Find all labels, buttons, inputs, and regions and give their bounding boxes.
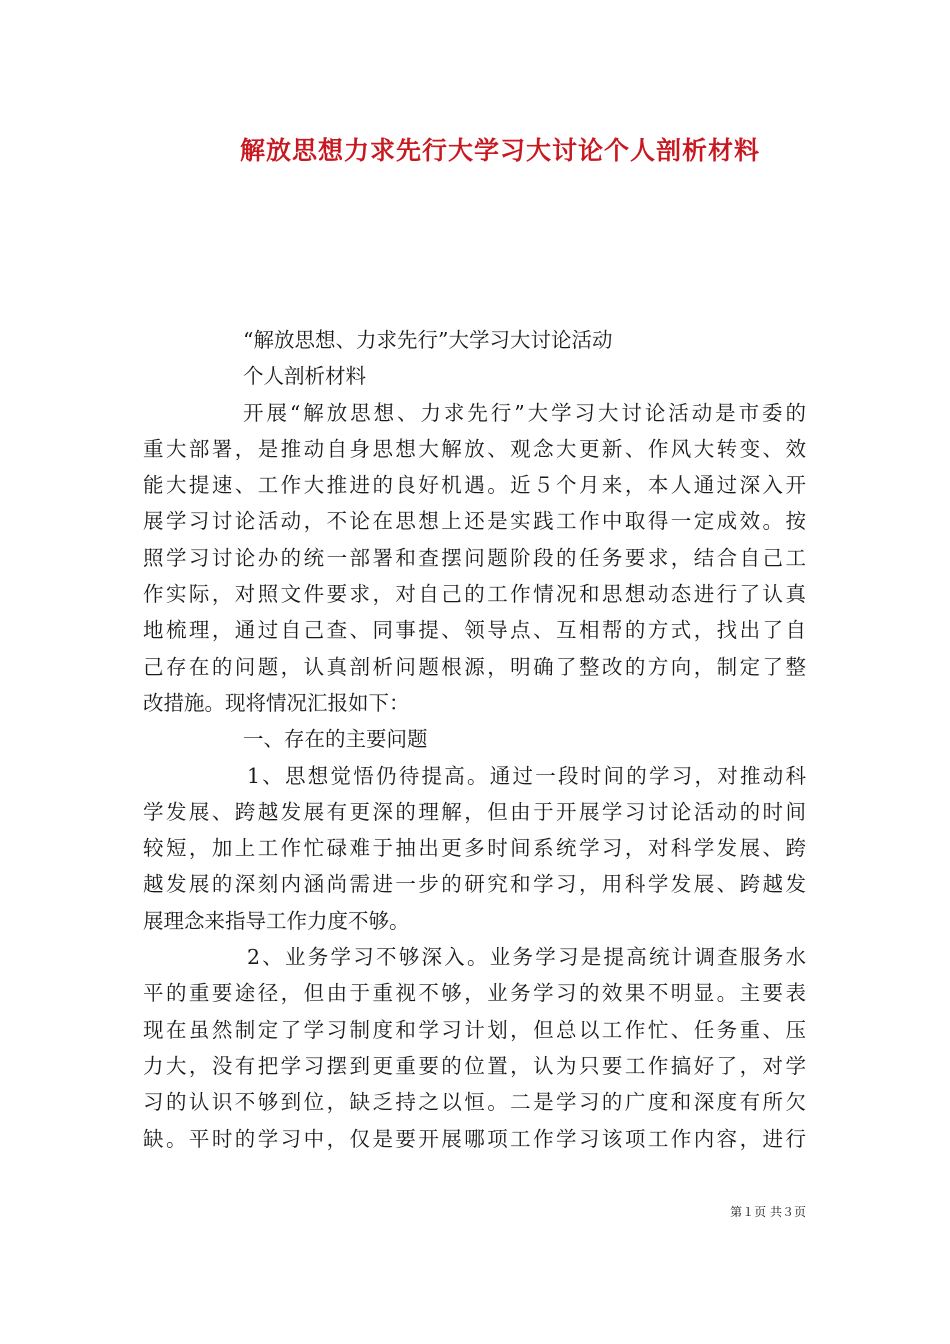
- paragraph-line: 展理念来指导工作力度不够。: [143, 908, 410, 933]
- paragraph-line: 重大部署，是推动自身思想大解放、观念大更新、作风大转变、效: [143, 436, 806, 461]
- subtitle-2: 个人剖析材料: [243, 364, 366, 389]
- paragraph-line: 开展“解放思想、力求先行”大学习大讨论活动是市委的: [243, 400, 806, 425]
- section-heading: 一、存在的主要问题: [243, 727, 428, 752]
- paragraph-line: 1、思想觉悟仍待提高。通过一段时间的学习，对推动科: [247, 763, 806, 788]
- document-title: 解放思想力求先行大学习大讨论个人剖析材料: [239, 136, 760, 165]
- paragraph-line: 2、业务学习不够深入。业务学习是提高统计调查服务水: [247, 945, 806, 970]
- paragraph-line: 现在虽然制定了学习制度和学习计划，但总以工作忙、任务重、压: [143, 1017, 806, 1042]
- subtitle: “解放思想、力求先行”大学习大讨论活动: [243, 328, 613, 352]
- paragraph-intro: [143, 395, 806, 722]
- paragraph-line: 己存在的问题，认真剖析问题根源，明确了整改的方向，制定了整: [143, 654, 806, 679]
- paragraph-line: 改措施。现将情况汇报如下：: [143, 690, 410, 715]
- paragraph-line: 学发展、跨越发展有更深的理解，但由于开展学习讨论活动的时间: [143, 799, 806, 824]
- item-1: [143, 758, 806, 939]
- paragraph-line: 能大提速、工作大推进的良好机遇。近５个月来，本人通过深入开: [143, 473, 806, 498]
- paragraph-line: 力大，没有把学习摆到更重要的位置，认为只要工作搞好了，对学: [143, 1053, 806, 1078]
- paragraph-line: 缺。平时的学习中，仅是要开展哪项工作学习该项工作内容，进行: [143, 1126, 806, 1151]
- paragraph-line: 展学习讨论活动，不论在思想上还是实践工作中取得一定成效。按: [143, 509, 806, 534]
- paragraph-line: 平的重要途径，但由于重视不够，业务学习的效果不明显。主要表: [143, 981, 806, 1006]
- paragraph-line: 越发展的深刻内涵尚需进一步的研究和学习，用科学发展、跨越发: [143, 872, 806, 897]
- paragraph-line: 习的认识不够到位，缺乏持之以恒。二是学习的广度和深度有所欠: [143, 1090, 806, 1115]
- page-number-footer: 第１页 共３页: [730, 1205, 806, 1219]
- item-2: [143, 939, 806, 1157]
- paragraph-line: 较短，加上工作忙碌难于抽出更多时间系统学习，对科学发展、跨: [143, 836, 806, 861]
- paragraph-line: 作实际，对照文件要求，对自己的工作情况和思想动态进行了认真: [143, 582, 806, 607]
- document-body: [143, 322, 806, 1157]
- paragraph-line: 照学习讨论办的统一部署和查摆问题阶段的任务要求，结合自己工: [143, 545, 806, 570]
- paragraph-line: 地梳理，通过自己查、同事提、领导点、互相帮的方式，找出了自: [143, 618, 806, 643]
